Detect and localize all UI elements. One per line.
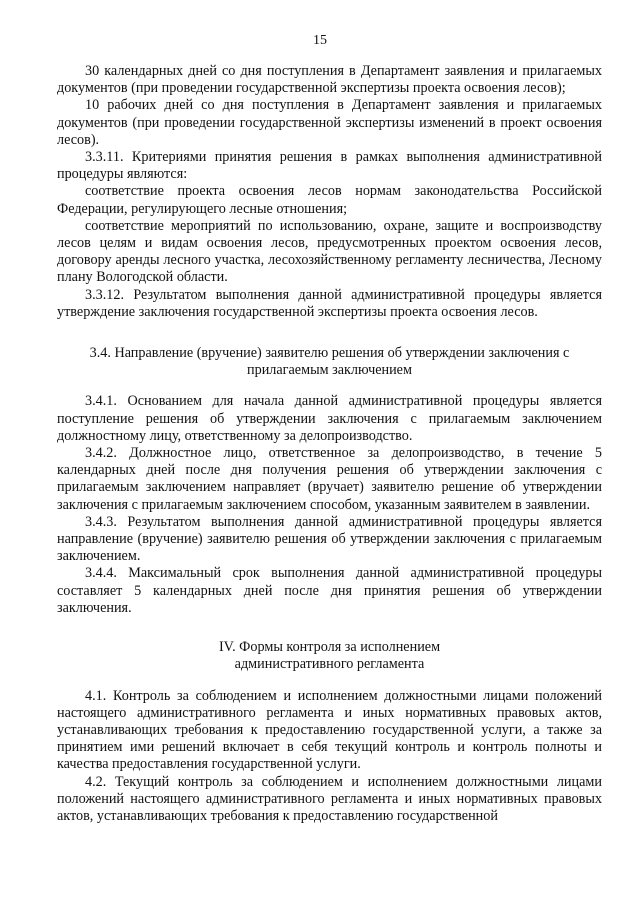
- paragraph: 3.4.1. Основанием для начала данной административной процедуры является поступление решения об утверждении заключения с прилагаемым заключением должностному лицу, ответственному за делопроизводство.: [57, 393, 602, 444]
- document-body: [57, 63, 602, 825]
- paragraph: 30 календарных дней со дня поступления в Департамент заявления и прилагаемых документов (при проведении государственной экспертизы проекта освоения лесов);: [57, 63, 602, 97]
- section-iv: [57, 688, 602, 826]
- paragraph: соответствие проекта освоения лесов нормам законодательства Российской Федерации, регулирующего лесные отношения;: [57, 183, 602, 217]
- section-heading-iv: [57, 639, 602, 673]
- heading-line: прилагаемым заключением: [247, 362, 412, 379]
- paragraph: 4.2. Текущий контроль за соблюдением и исполнением должностными лицами положений настоящего административного регламента и иных нормативных правовых актов, устанавливающих требования к предоставлению государственной: [57, 773, 602, 824]
- paragraph: соответствие мероприятий по использованию, охране, защите и воспроизводству лесов целям и видам освоения лесов, предусмотренных проектом освоения лесов, договору аренды лесного участка, лесохозяйственному регламенту лесничества, Лесному плану Вологодской области.: [57, 217, 602, 286]
- heading-line: административного регламента: [234, 656, 425, 673]
- paragraph: 3.4.2. Должностное лицо, ответственное за делопроизводство, в течение 5 календарных дней после дня получения решения об утверждении заключения с прилагаемым заключением направляет (вручает) заявителю решение об утверждении заключения с прилагаемым заключением способом, указанным заявителем в заявлении.: [57, 445, 602, 513]
- heading-line: IV. Формы контроля за исполнением: [218, 639, 441, 656]
- heading-line: 3.4. Направление (вручение) заявителю решения об утверждении заключения с: [89, 345, 570, 362]
- paragraph: 3.3.11. Критериями принятия решения в рамках выполнения административной процедуры являются:: [57, 149, 602, 183]
- section-3-3: [57, 63, 602, 321]
- paragraph: 3.3.12. Результатом выполнения данной административной процедуры является утверждение заключения государственной экспертизы проекта освоения лесов.: [57, 286, 602, 320]
- section-3-4: [57, 393, 602, 617]
- paragraph: 3.4.4. Максимальный срок выполнения данной административной процедуры составляет 5 календарных дней после дня принятия решения об утверждении заключения.: [57, 565, 602, 616]
- paragraph: 10 рабочих дней со дня поступления в Департамент заявления и прилагаемых документов (при проведении государственной экспертизы изменений в проект освоения лесов).: [57, 97, 602, 148]
- paragraph: 3.4.3. Результатом выполнения данной административной процедуры является направление (вручение) заявителю решения об утверждении заключения с прилагаемым заключением.: [57, 513, 602, 565]
- paragraph: 4.1. Контроль за соблюдением и исполнением должностными лицами положений настоящего административного регламента и иных нормативных правовых актов, устанавливающих требования к предоставлению государственной услуги, а также за принятием ими решений включает в себя текущий контроль и контроль полноты и качества предоставления государственной услуги.: [57, 687, 602, 773]
- section-heading-3-4: [57, 345, 602, 379]
- page-number: 15: [313, 33, 327, 48]
